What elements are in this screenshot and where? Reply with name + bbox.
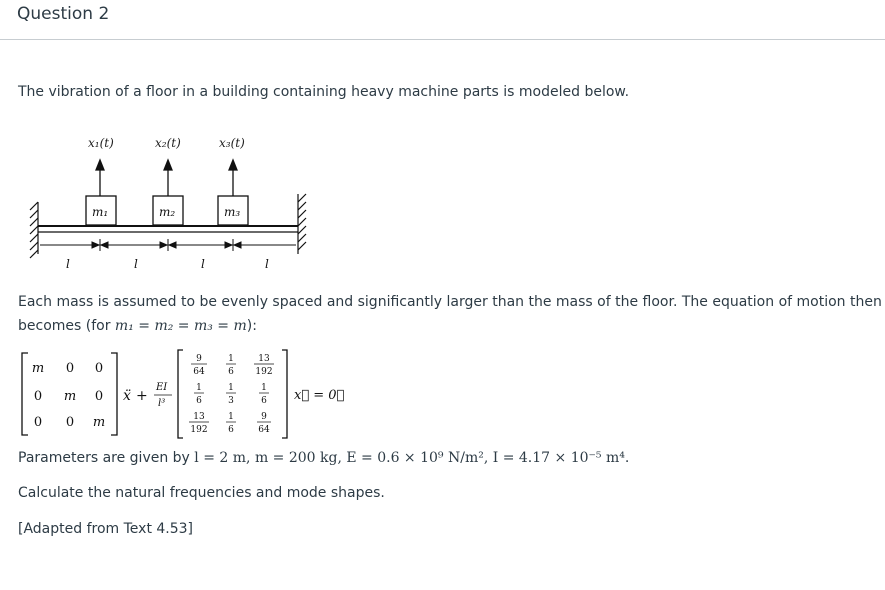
- stiffness-den: 6: [261, 396, 267, 406]
- coef-numerator: EI: [156, 382, 168, 393]
- displacement-label-3: x₃(t): [219, 136, 245, 150]
- mass-matrix-cell: m: [63, 389, 77, 404]
- stiffness-num: 1: [196, 383, 202, 393]
- stiffness-num: 1: [228, 383, 234, 393]
- stiffness-den: 64: [258, 425, 270, 435]
- dimension-line: [40, 239, 296, 251]
- stiffness-num: 1: [228, 412, 234, 422]
- description-line-2: [18, 314, 257, 338]
- stiffness-den: 6: [228, 367, 234, 377]
- equation-of-motion: [0, 346, 885, 442]
- spacing-label-1: l: [66, 257, 70, 271]
- mass-matrix-cell: m: [92, 415, 106, 430]
- description-line-1: Each mass is assumed to be evenly spaced and significantly larger than the mass of the floor. The equation of motion then: [18, 294, 882, 310]
- stiffness-num: 9: [261, 412, 267, 422]
- equation-rhs: x⃗ = 0⃗: [294, 388, 345, 403]
- displacement-label-1: x₁(t): [88, 136, 114, 150]
- mass-matrix-cell: m: [31, 361, 45, 376]
- intro-text: The vibration of a floor in a building containing heavy machine parts is modeled below.: [18, 84, 630, 100]
- mass-label-2: m₂: [159, 205, 176, 219]
- mass-matrix-cell: 0: [65, 415, 75, 430]
- parameters-math: l = 2 m, m = 200 kg, E = 0.6 × 10⁹ N/m², I = 4.17 × 10⁻⁵ m⁴.: [194, 450, 630, 466]
- stiffness-den: 6: [196, 396, 202, 406]
- stiffness-den: 64: [193, 367, 205, 377]
- stiffness-den: 192: [255, 367, 273, 377]
- stiffness-num: 1: [228, 354, 234, 364]
- accel-term: ẍ: [123, 388, 131, 404]
- parameters-text: [18, 446, 629, 470]
- stiffness-num: 13: [193, 412, 205, 422]
- stiffness-den: 3: [228, 396, 234, 406]
- description-suffix: ):: [246, 318, 257, 334]
- floor-model-figure: [0, 130, 885, 290]
- description-math: m₁ = m₂ = m₃ = m: [114, 318, 247, 334]
- left-wall: [30, 202, 38, 258]
- parameters-prefix: Parameters are given by: [18, 450, 195, 466]
- plus-sign: +: [136, 388, 148, 404]
- stiffness-num: 9: [196, 354, 202, 364]
- mass-label-3: m₃: [224, 205, 241, 219]
- stiffness-num: 1: [261, 383, 267, 393]
- mass-matrix-cell: 0: [33, 389, 43, 404]
- right-wall: [298, 194, 306, 254]
- arrow-up-icon: [96, 160, 237, 196]
- spacing-label-2: l: [134, 257, 138, 271]
- mass-label-1: m₁: [92, 205, 109, 219]
- source-text: [Adapted from Text 4.53]: [18, 521, 194, 537]
- spacing-label-4: l: [265, 257, 269, 271]
- stiffness-num: 13: [258, 354, 270, 364]
- displacement-label-2: x₂(t): [155, 136, 181, 150]
- spacing-label-3: l: [201, 257, 205, 271]
- mass-matrix-cell: 0: [94, 361, 104, 376]
- stiffness-den: 192: [190, 425, 208, 435]
- coef-denominator: l³: [158, 398, 166, 409]
- mass-matrix-cell: 0: [65, 361, 75, 376]
- description-prefix: becomes (for: [18, 318, 115, 334]
- question-header: [0, 0, 885, 40]
- stiffness-den: 6: [228, 425, 234, 435]
- mass-matrix-cell: 0: [33, 415, 43, 430]
- question-title: Question 2: [17, 4, 110, 24]
- mass-matrix-cell: 0: [94, 389, 104, 404]
- task-text: Calculate the natural frequencies and mode shapes.: [18, 485, 385, 501]
